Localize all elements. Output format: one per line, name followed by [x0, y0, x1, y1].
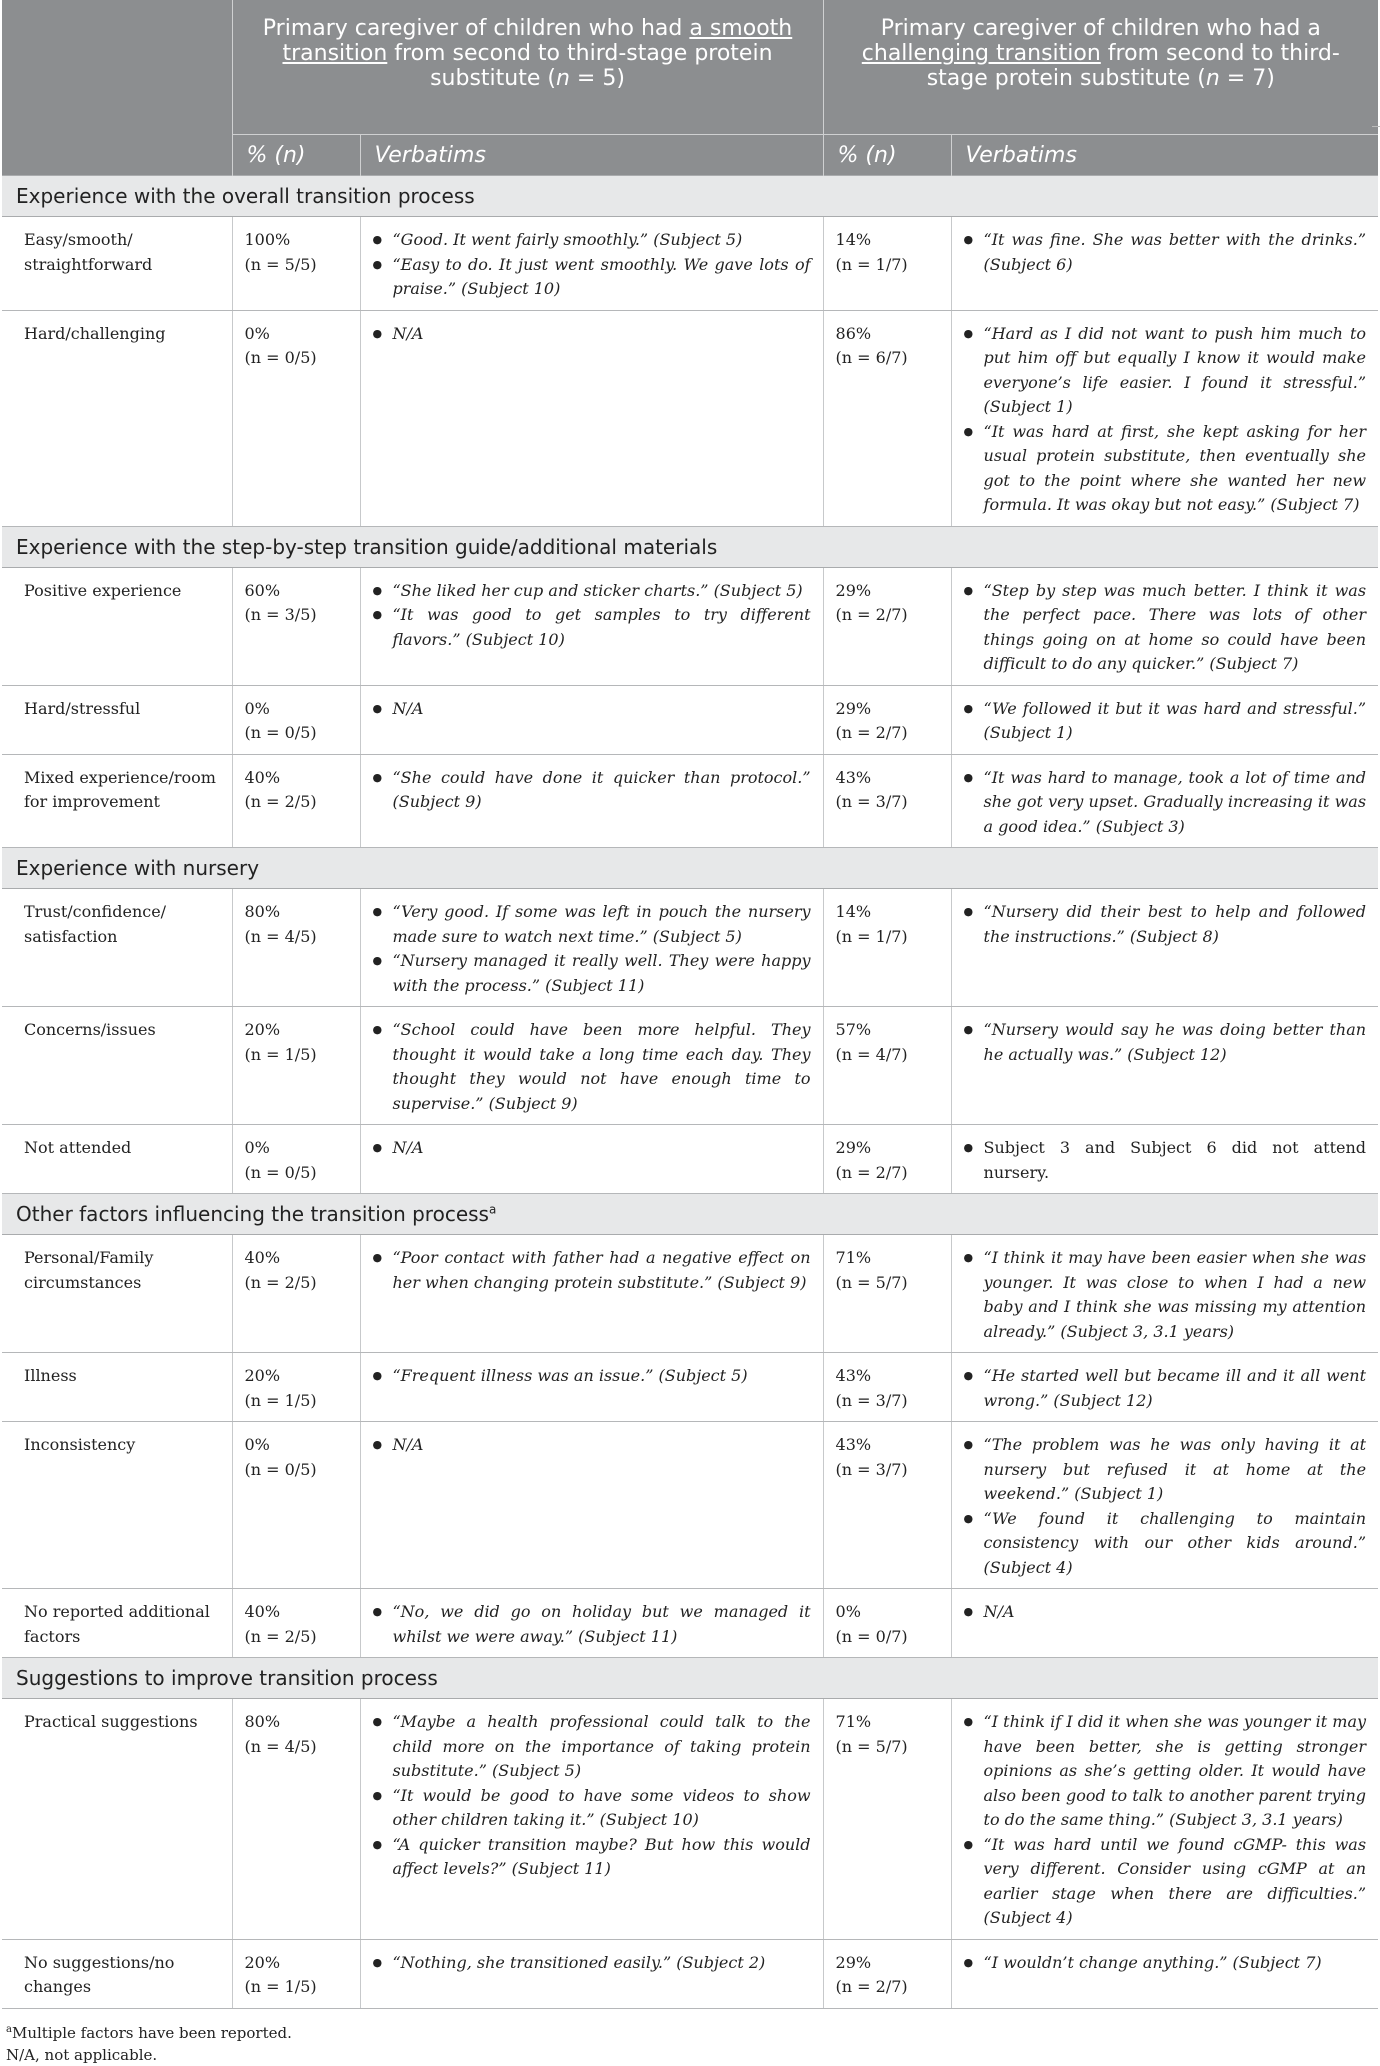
- percent-value: 80%: [244, 902, 281, 921]
- challenging-percent-cell: [823, 1125, 951, 1194]
- verbatim-item: ● “Nursery managed it really well. They were happy with the process.” (Subject 11): [373, 949, 811, 998]
- verbatim-list: [964, 900, 1367, 949]
- challenging-percent-cell: [823, 1422, 951, 1589]
- verbatim-item: ● N/A: [373, 1136, 811, 1161]
- table-row: [2, 685, 1378, 754]
- verbatim-list: [373, 1136, 811, 1161]
- table-row: [2, 1939, 1378, 2008]
- percent-value: 29%: [835, 698, 872, 718]
- smooth-verbatims-cell: [360, 310, 823, 526]
- verbatim-list: [964, 1600, 1367, 1625]
- footnote-a: $^a$Multiple factors have been reported.: [6, 2023, 292, 2042]
- table-row: [2, 754, 1378, 848]
- count-value: (n = 0/5): [244, 1459, 317, 1479]
- challenging-verbatims-cell: [951, 1699, 1378, 1940]
- theme-label: Trust/confidence/ satisfaction: [2, 889, 232, 1007]
- challenging-verbatims-cell: [951, 754, 1378, 848]
- count-value: (n = 3/7): [835, 1459, 908, 1479]
- percent-value: 20%: [244, 1020, 281, 1039]
- theme-label: Practical suggestions: [2, 1699, 232, 1940]
- percent-value: 43%: [835, 1435, 872, 1454]
- smooth-percent-cell: [232, 310, 360, 526]
- header-challenging-underline: challenging transition: [861, 41, 1101, 66]
- verbatim-item: ● “Nothing, she transitioned easily.” (Subject 2): [373, 1951, 811, 1976]
- verbatim-item: ● “It was hard until we found cGMP- this was very different. Consider using cGMP at an earlier stage when there are difficulties.” (Subject 4): [964, 1833, 1367, 1931]
- verbatim-list: [373, 1246, 811, 1295]
- table-row: [2, 1353, 1378, 1422]
- challenging-percent-cell: [823, 310, 951, 526]
- verbatim-list: [964, 1018, 1367, 1067]
- verbatim-item: ● “It was good to get samples to try different flavors.” (Subject 10): [373, 603, 811, 652]
- challenging-verbatims-cell: [951, 1007, 1378, 1125]
- challenging-percent-cell: [823, 1353, 951, 1422]
- verbatim-item: ● “Maybe a health professional could talk to the child more on the importance of taking protein substitute.” (Subject 5): [373, 1710, 811, 1784]
- smooth-verbatims-cell: [360, 889, 823, 1007]
- smooth-verbatims-cell: [360, 1353, 823, 1422]
- theme-label: Hard/stressful: [2, 685, 232, 754]
- footnotes: [6, 2019, 1378, 2066]
- percent-value: 60%: [244, 580, 281, 600]
- header-group-challenging: Primary caregiver of children who had a challenging transition from second to third-stage protein substitute (n = 7): [823, 0, 1378, 135]
- smooth-percent-cell: [232, 1939, 360, 2008]
- footnote-marker: a: [488, 1202, 497, 1217]
- challenging-verbatims-cell: [951, 1589, 1378, 1658]
- verbatim-item: ● “Easy to do. It just went smoothly. We gave lots of praise.” (Subject 10): [373, 253, 811, 302]
- results-table: [2, 0, 1378, 2009]
- percent-value: 40%: [244, 1602, 281, 1621]
- theme-label: Inconsistency: [2, 1422, 232, 1589]
- count-value: (n = 3/7): [835, 1390, 908, 1410]
- count-value: (n = 6/7): [835, 348, 908, 367]
- smooth-verbatims-cell: [360, 217, 823, 311]
- count-value: (n = 1/7): [835, 926, 908, 946]
- header-verbatims-smooth: Verbatims: [360, 135, 823, 176]
- table-body: [2, 176, 1378, 2009]
- smooth-verbatims-cell: [360, 1125, 823, 1194]
- verbatim-item: ● “He started well but became ill and it all went wrong.” (Subject 12): [964, 1364, 1367, 1413]
- challenging-verbatims-cell: [951, 1939, 1378, 2008]
- verbatim-item: ● “The problem was he was only having it at nursery but refused it at home at the weekend.” (Subject 1): [964, 1433, 1367, 1507]
- smooth-percent-cell: [232, 1353, 360, 1422]
- verbatim-list: [964, 228, 1367, 277]
- verbatim-item: ● “Poor contact with father had a negative effect on her when changing protein substitute.” (Subject 9): [373, 1246, 811, 1295]
- percent-value: 0%: [835, 1602, 861, 1621]
- verbatim-list: [373, 1951, 811, 1976]
- count-value: (n = 4/7): [835, 1044, 908, 1064]
- verbatim-item: ● “I think if I did it when she was younger it may have been better, she is getting stronger opinions as she’s getting older. It would have also been good to talk to another parent trying to do the same thing.” (Subject 3, 3.1 years): [964, 1710, 1367, 1833]
- verbatim-item: ● Subject 3 and Subject 6 did not attend nursery.: [964, 1136, 1367, 1185]
- percent-value: 20%: [244, 1952, 281, 1972]
- smooth-percent-cell: [232, 1235, 360, 1353]
- section-title: Experience with the step-by-step transition guide/additional materials: [2, 526, 1378, 567]
- verbatim-item: ● “Step by step was much better. I think it was the perfect pace. There was lots of other things going on at home so could have been difficult to do any quicker.” (Subject 7): [964, 579, 1367, 677]
- verbatim-item: ● “She liked her cup and sticker charts.” (Subject 5): [373, 579, 811, 604]
- verbatim-list: [373, 1018, 811, 1116]
- challenging-verbatims-cell: [951, 217, 1378, 311]
- section-row: [2, 848, 1378, 889]
- percent-value: 29%: [835, 1952, 872, 1972]
- verbatim-item: ● “Very good. If some was left in pouch the nursery made sure to watch next time.” (Subject 5): [373, 900, 811, 949]
- table-row: [2, 1007, 1378, 1125]
- challenging-verbatims-cell: [951, 1422, 1378, 1589]
- percent-value: 14%: [835, 230, 872, 249]
- verbatim-list: [373, 766, 811, 815]
- verbatim-list: [373, 1600, 811, 1649]
- smooth-verbatims-cell: [360, 1589, 823, 1658]
- table-row: [2, 1235, 1378, 1353]
- smooth-percent-cell: [232, 1007, 360, 1125]
- challenging-verbatims-cell: [951, 1353, 1378, 1422]
- verbatim-list: [964, 579, 1367, 677]
- theme-label: Mixed experience/room for improvement: [2, 754, 232, 848]
- count-value: (n = 3/7): [835, 792, 908, 811]
- challenging-percent-cell: [823, 754, 951, 848]
- theme-label: Easy/smooth/ straightforward: [2, 217, 232, 311]
- verbatim-item: ● “I wouldn’t change anything.” (Subject 7): [964, 1951, 1367, 1976]
- challenging-percent-cell: [823, 567, 951, 685]
- header-edge-line: [1372, 126, 1380, 127]
- verbatim-list: [964, 697, 1367, 746]
- verbatim-item: ● “It was hard at first, she kept asking for her usual protein substitute, then eventually she got to the point where she wanted her new formula. It was okay but not easy.” (Subject 7): [964, 420, 1367, 518]
- footnote-na: N/A, not applicable.: [6, 2045, 158, 2064]
- percent-value: 43%: [835, 767, 872, 787]
- count-value: (n = 2/7): [835, 1977, 908, 1996]
- verbatim-item: ● “School could have been more helpful. They thought it would take a long time each day. They thought they would not have enough time to supervise.” (Subject 9): [373, 1018, 811, 1116]
- percent-value: 29%: [835, 580, 872, 600]
- challenging-percent-cell: [823, 685, 951, 754]
- challenging-percent-cell: [823, 889, 951, 1007]
- percent-value: 20%: [244, 1366, 281, 1385]
- table-row: [2, 567, 1378, 685]
- smooth-verbatims-cell: [360, 1699, 823, 1940]
- verbatim-list: [964, 322, 1367, 518]
- verbatim-list: [964, 1710, 1367, 1931]
- verbatim-item: ● N/A: [964, 1600, 1367, 1625]
- count-value: (n = 2/7): [835, 605, 908, 624]
- percent-value: 29%: [835, 1138, 872, 1157]
- section-row: [2, 1658, 1378, 1699]
- theme-label: Illness: [2, 1353, 232, 1422]
- smooth-percent-cell: [232, 754, 360, 848]
- smooth-verbatims-cell: [360, 685, 823, 754]
- percent-value: 0%: [244, 698, 270, 718]
- count-value: (n = 4/5): [244, 1736, 317, 1756]
- smooth-verbatims-cell: [360, 1422, 823, 1589]
- count-value: (n = 0/5): [244, 348, 317, 367]
- challenging-percent-cell: [823, 1939, 951, 2008]
- verbatim-list: [373, 1710, 811, 1882]
- percent-value: 86%: [835, 323, 872, 343]
- count-value: (n = 5/5): [244, 254, 317, 274]
- percent-value: 14%: [835, 902, 872, 921]
- count-value: (n = 2/5): [244, 1626, 317, 1646]
- header-blank-cell: [2, 0, 232, 176]
- verbatim-item: ● “We followed it but it was hard and stressful.” (Subject 1): [964, 697, 1367, 746]
- challenging-percent-cell: [823, 1589, 951, 1658]
- verbatim-list: [964, 1136, 1367, 1185]
- count-value: (n = 1/5): [244, 1390, 317, 1410]
- verbatim-item: ● “She could have done it quicker than protocol.” (Subject 9): [373, 766, 811, 815]
- percent-value: 100%: [244, 230, 291, 249]
- percent-value: 0%: [244, 1138, 270, 1157]
- verbatim-list: [373, 1433, 811, 1458]
- theme-label: Not attended: [2, 1125, 232, 1194]
- table-header: [2, 0, 1378, 176]
- challenging-verbatims-cell: [951, 567, 1378, 685]
- count-value: (n = 1/7): [835, 254, 908, 274]
- table-row: [2, 1125, 1378, 1194]
- section-row: [2, 1194, 1378, 1235]
- smooth-percent-cell: [232, 1589, 360, 1658]
- smooth-percent-cell: [232, 567, 360, 685]
- theme-label: Positive experience: [2, 567, 232, 685]
- verbatim-list: [964, 1364, 1367, 1413]
- verbatim-item: ● “Frequent illness was an issue.” (Subject 5): [373, 1364, 811, 1389]
- percent-value: 80%: [244, 1712, 281, 1731]
- header-verbatims-challenging: Verbatims: [951, 135, 1378, 176]
- header-pct-challenging: % (n): [823, 135, 951, 176]
- verbatim-list: [373, 322, 811, 347]
- count-value: (n = 1/5): [244, 1977, 317, 1996]
- verbatim-item: ● “A quicker transition maybe? But how this would affect levels?” (Subject 11): [373, 1833, 811, 1882]
- table-row: [2, 217, 1378, 311]
- count-value: (n = 2/7): [835, 1162, 908, 1182]
- theme-label: Concerns/issues: [2, 1007, 232, 1125]
- smooth-verbatims-cell: [360, 1235, 823, 1353]
- percent-value: 40%: [244, 1248, 281, 1267]
- challenging-percent-cell: [823, 1007, 951, 1125]
- challenging-percent-cell: [823, 1699, 951, 1940]
- verbatim-item: ● N/A: [373, 322, 811, 347]
- smooth-percent-cell: [232, 1699, 360, 1940]
- header-pct-smooth: % (n): [232, 135, 360, 176]
- section-row: [2, 176, 1378, 217]
- section-title: Experience with the overall transition process: [2, 176, 1378, 217]
- header-group-smooth: Primary caregiver of children who had a smooth transition from second to third-stage protein substitute (n = 5): [232, 0, 823, 135]
- percent-value: 43%: [835, 1366, 872, 1385]
- verbatim-list: [373, 1364, 811, 1389]
- verbatim-list: [373, 579, 811, 653]
- challenging-percent-cell: [823, 217, 951, 311]
- section-title: Experience with nursery: [2, 848, 1378, 889]
- section-title: Other factors influencing the transition process$^a$: [2, 1194, 1378, 1235]
- verbatim-item: ● “Nursery did their best to help and followed the instructions.” (Subject 8): [964, 900, 1367, 949]
- theme-label: No reported additional factors: [2, 1589, 232, 1658]
- smooth-percent-cell: [232, 217, 360, 311]
- count-value: (n = 2/5): [244, 792, 317, 811]
- table-row: [2, 310, 1378, 526]
- count-value: (n = 2/7): [835, 723, 908, 742]
- theme-label: Personal/Family circumstances: [2, 1235, 232, 1353]
- percent-value: 40%: [244, 767, 281, 787]
- verbatim-item: ● “It would be good to have some videos to show other children taking it.” (Subject 10): [373, 1784, 811, 1833]
- table-row: [2, 889, 1378, 1007]
- count-value: (n = 0/5): [244, 1162, 317, 1182]
- verbatim-list: [964, 766, 1367, 840]
- verbatim-item: ● “It was hard to manage, took a lot of time and she got very upset. Gradually increasing it was a good idea.” (Subject 3): [964, 766, 1367, 840]
- verbatim-list: [373, 900, 811, 998]
- smooth-percent-cell: [232, 889, 360, 1007]
- verbatim-item: ● “Hard as I did not want to push him much to put him off but equally I know it would make everyone’s life easier. I found it stressful.” (Subject 1): [964, 322, 1367, 420]
- challenging-verbatims-cell: [951, 889, 1378, 1007]
- verbatim-item: ● “We found it challenging to maintain consistency with our other kids around.” (Subject 4): [964, 1507, 1367, 1581]
- percent-value: 0%: [244, 1435, 270, 1454]
- header-smooth-underline: a smooth transition: [282, 16, 793, 66]
- challenging-percent-cell: [823, 1235, 951, 1353]
- smooth-verbatims-cell: [360, 754, 823, 848]
- count-value: (n = 0/5): [244, 723, 317, 742]
- verbatim-item: ● “Nursery would say he was doing better than he actually was.” (Subject 12): [964, 1018, 1367, 1067]
- count-value: (n = 3/5): [244, 605, 317, 624]
- verbatim-item: ● N/A: [373, 1433, 811, 1458]
- table-row: [2, 1699, 1378, 1940]
- table-row: [2, 1589, 1378, 1658]
- table-row: [2, 1422, 1378, 1589]
- challenging-verbatims-cell: [951, 1125, 1378, 1194]
- smooth-percent-cell: [232, 1422, 360, 1589]
- count-value: (n = 5/7): [835, 1272, 908, 1292]
- count-value: (n = 0/7): [835, 1626, 908, 1646]
- verbatim-list: [964, 1246, 1367, 1344]
- verbatim-item: ● “No, we did go on holiday but we managed it whilst we were away.” (Subject 11): [373, 1600, 811, 1649]
- percent-value: 71%: [835, 1248, 872, 1267]
- theme-label: Hard/challenging: [2, 310, 232, 526]
- verbatim-list: [373, 697, 811, 722]
- verbatim-item: ● “It was fine. She was better with the drinks.” (Subject 6): [964, 228, 1367, 277]
- percent-value: 0%: [244, 323, 270, 343]
- count-value: (n = 4/5): [244, 926, 317, 946]
- verbatim-item: ● “I think it may have been easier when she was younger. It was close to when I had a new baby and I think she was missing my attention already.” (Subject 3, 3.1 years): [964, 1246, 1367, 1344]
- count-value: (n = 5/7): [835, 1736, 908, 1756]
- percent-value: 71%: [835, 1712, 872, 1731]
- percent-value: 57%: [835, 1020, 872, 1039]
- smooth-verbatims-cell: [360, 1939, 823, 2008]
- section-row: [2, 526, 1378, 567]
- challenging-verbatims-cell: [951, 310, 1378, 526]
- count-value: (n = 2/5): [244, 1272, 317, 1292]
- section-title: Suggestions to improve transition process: [2, 1658, 1378, 1699]
- verbatim-list: [964, 1433, 1367, 1580]
- smooth-verbatims-cell: [360, 1007, 823, 1125]
- challenging-verbatims-cell: [951, 1235, 1378, 1353]
- count-value: (n = 1/5): [244, 1044, 317, 1064]
- smooth-percent-cell: [232, 1125, 360, 1194]
- verbatim-list: [964, 1951, 1367, 1976]
- challenging-verbatims-cell: [951, 685, 1378, 754]
- verbatim-item: ● N/A: [373, 697, 811, 722]
- smooth-verbatims-cell: [360, 567, 823, 685]
- verbatim-list: [373, 228, 811, 302]
- verbatim-item: ● “Good. It went fairly smoothly.” (Subject 5): [373, 228, 811, 253]
- table-container: [2, 0, 1378, 2066]
- theme-label: No suggestions/no changes: [2, 1939, 232, 2008]
- smooth-percent-cell: [232, 685, 360, 754]
